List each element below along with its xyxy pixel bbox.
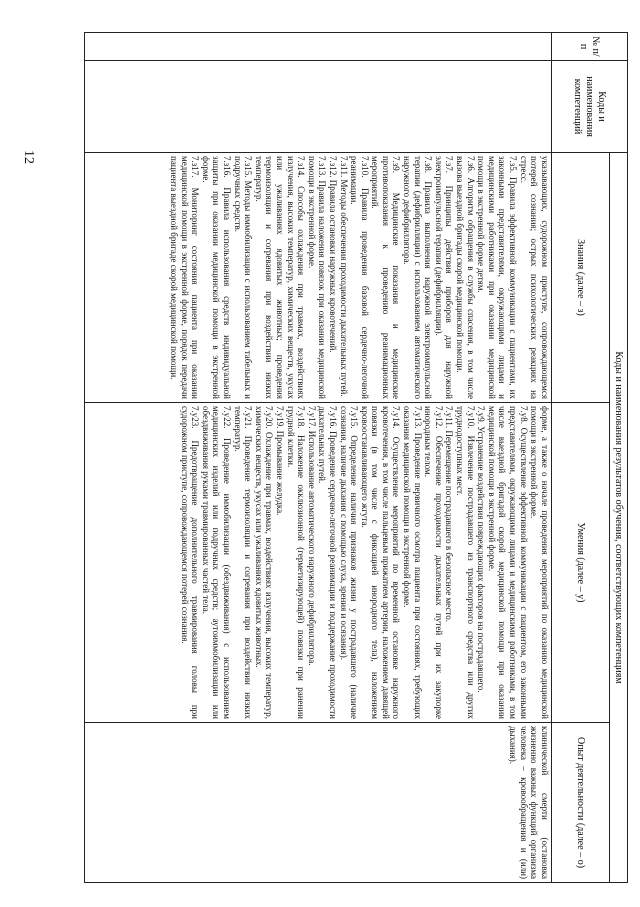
skills-item: 7.у9. Устранение воздействия повреждающих факторов на пострадавшего. (476, 406, 487, 693)
skills-item: 7.у13. Проведение первичного осмотра пациента при состояниях, требующих оказания медицинской помощи в экстренной форме. (402, 406, 423, 719)
cell-skills (85, 403, 552, 723)
skills-item: 7.у15. Определение наличия признаков жизни у пострадавшего (наличие сознания, наличие дыхания с помощью слуха, зрения и осязания). (338, 406, 360, 719)
skills-item: 7.у8. Осуществление эффективной коммуникации с пациентом, его законными представителями, окружающими лицами и медицинскими работниками, в том числе выездной бригадой скорой медицинской помощи при оказании медицинской помощи в экстренной форме. (486, 406, 529, 719)
header-knowledge: Знания (далее – з) (551, 153, 609, 403)
skills-item: форме, а также о начале проведения мероприятий по оказанию медицинской помощи в экстренной форме. (529, 406, 550, 719)
knowledge-item: 7.з16. Правила использования средств индивидуальной защиты при оказании медицинской помощи в экстренной форме. (200, 156, 232, 399)
competency-table-sheet (84, 32, 628, 882)
experience-item: клинической смерти (остановка жизненно важных функций организма человека – кровообращения и (или) дыхания). (508, 726, 550, 879)
skills-item: 7.у17. Использование автоматического наружного дефибриллятора. (306, 406, 317, 666)
skills-item: 7.у10. Извлечение пострадавшего из транспортного средства или других труднодоступных мест. (455, 406, 476, 719)
knowledge-item: 7.з9. Медицинские показания и медицинские противопоказания к проведению реанимационных мероприятий. (370, 156, 402, 399)
skills-item: 7.у12. Обеспечение проходимости дыхательных путей при их закупорке инородным телом. (423, 406, 444, 719)
knowledge-item: 7.з12. Правила остановки наружных кровотечений. (327, 156, 338, 353)
header-experience: Опыт деятельности (далее – о) (551, 723, 609, 883)
skills-item: 7.у18. Наложение окклюзионной (герметизирующей) повязки при ранении грудной клетки. (285, 406, 307, 719)
knowledge-item: 7.з10. Правила проведения базовой сердечно-легочной реанимации. (349, 156, 370, 399)
header-codes: Коды и наименования компетенций (551, 61, 627, 153)
skills-item: 7.у22. Проведение иммобилизации (обездвиживания) с использованием медицинских изделий или подручных средств; аутоиммобилизации или обездвиживания руками травмированных частей тела. (200, 406, 232, 719)
cell-experience (85, 723, 552, 883)
knowledge-item: 7.з13. Правила наложения повязок при оказании медицинской помощи в экстренной форме. (306, 156, 328, 399)
knowledge-item: указывающих, судорожном приступе, сопровождающемся потерей сознания; острых психологических реакциях на стресс. (518, 156, 550, 399)
knowledge-item: 7.з8. Правила выполнения наружной электроимпульсной терапии (дефибрилляции) с использованием автоматического наружного дефибриллятора. (402, 156, 434, 399)
skills-item: 7.у16. Проведение сердечно-легочной реанимации и поддержание проходимости дыхательных путей. (317, 406, 338, 719)
table-row (85, 33, 552, 883)
table-header-row-1 (609, 33, 627, 883)
knowledge-item: 7.з17. Мониторинг состояния пациента при оказании медицинской помощи в экстренной форме, порядок передачи пациента выездной бригаде скорой медицинской помощи. (169, 156, 201, 399)
skills-item: 7.у20. Охлаждение при травмах, воздействиях излучения, высоких температур, химических веществ, укусах или ужаливаниях ядовитых животных. (253, 406, 275, 719)
header-skills: Умения (далее – у) (551, 403, 609, 723)
page-number: 12 (21, 150, 36, 164)
knowledge-item: 7.з11. Методы обеспечения проходимости дыхательных путей. (338, 156, 349, 397)
header-number: № п/п (551, 33, 627, 61)
skills-item: 7.у14. Осуществление мероприятий по временной остановке наружного кровотечения, в том числе пальцевым прижатием артерии, наложением давящей повязки (в том числе с фиксацией инородного тела), наложением кровоостанавливающего жгута. (359, 406, 402, 719)
knowledge-item: 7.з6. Алгоритм обращения в службы спасения, в том числе вызова выездной бригады скорой медицинской помощи. (455, 156, 476, 399)
knowledge-item: 7.з14. Способы охлаждения при травмах, воздействиях излучения, высоких температур, химических веществ, укусах или ужаливаниях ядовитых животных; проведения термоизоляции и согревания при воздействии низких температур. (253, 156, 307, 399)
competency-table (84, 32, 628, 883)
knowledge-item: 7.з15. Методы иммобилизации с использованием табельных и подручных средств. (232, 156, 254, 399)
skills-item: 7.у23. Предотвращение дополнительного травмирования головы при судорожном приступе, сопровождающемся потерей сознания. (179, 406, 201, 719)
cell-number (85, 33, 552, 61)
table-header-row-2 (551, 33, 609, 883)
skills-item: 7.у21. Проведение термоизоляции и согревания при воздействии низких температур. (232, 406, 254, 719)
knowledge-item: 7.з7. Принципы действия приборов для наружной электроимпульсной терапии (дефибрилляции). (433, 156, 455, 399)
header-results-group: Коды и наименования результатов обучения, соответствующих компетенциям (609, 153, 627, 883)
skills-item: 7.у11. Перемещение пострадавшего в безопасное место. (444, 406, 455, 622)
knowledge-item: 7.з5. Правила эффективной коммуникации с пациентами, их законными представителями, окружающими лицами и медицинскими работниками при оказании медицинской помощи в экстренной форме детям. (476, 156, 519, 399)
cell-codes (85, 61, 552, 153)
cell-knowledge (85, 153, 552, 403)
skills-item: 7.у19. Промывание желудка. (274, 406, 285, 516)
